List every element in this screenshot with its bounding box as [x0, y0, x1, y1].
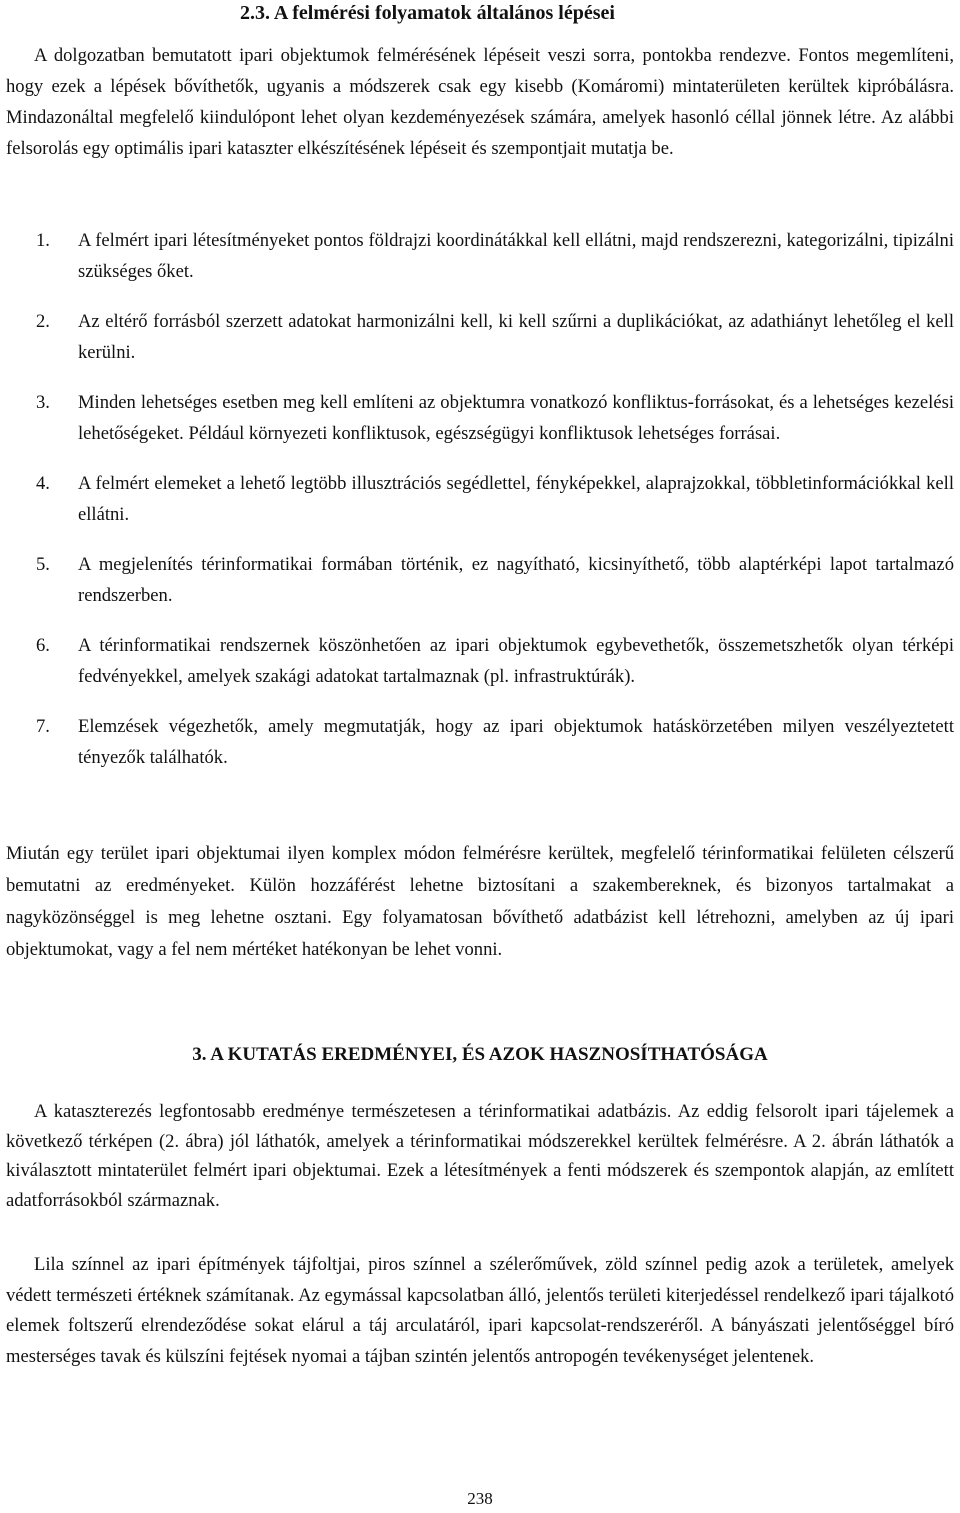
- list-item: [36, 711, 954, 773]
- steps-list: [36, 225, 954, 792]
- list-item-number: 4.: [36, 473, 50, 494]
- list-item-text: Az eltérő forrásból szerzett adatokat harmonizálni kell, ki kell szűrni a duplikációkat, az adathiányt lehetőleg el kell kerülni.: [78, 311, 954, 363]
- list-item-number: 7.: [36, 716, 50, 737]
- list-item: [36, 468, 954, 530]
- chapter-heading: 3. A KUTATÁS EREDMÉNYEI, ÉS AZOK HASZNOSÍTHATÓSÁGA: [192, 1044, 768, 1065]
- list-item-number: 5.: [36, 554, 50, 575]
- list-item: [36, 225, 954, 287]
- list-item: [36, 630, 954, 692]
- map-description-paragraph: Lila színnel az ipari építmények tájfoltjai, piros színnel a szélerőművek, zöld színnel pedig azok a területek, amelyek védett természeti értéknek számítanak. Az egymással kapcsolatban álló, jelentős területi kiterjedéssel rendelkező ipari tájalkotó elemek foltszerű elrendeződése sokat elárul a táj arculatáról, ipari kapcsolat-rendszeréről. A bányászati jelentőséggel bíró mesterséges tavak és külszíni fejtések nyomai a tájban szintén jelentős antropogén tevékenységet jelentenek.: [6, 1254, 954, 1367]
- closing-paragraph: Miután egy terület ipari objektumai ilyen komplex módon felmérésre kerültek, megfelelő térinformatikai felületen célszerű bemutatni az eredményeket. Külön hozzáférést lehetne biztosítani a szakembereknek, és bizonyos tartalmakat a nagyközönséggel is meg lehetne osztani. Egy folyamatosan bővíthető adatbázist kell létrehozni, amelyben az új ipari objektumokat, vagy a fel nem mértéket hatékonyan be lehet vonni.: [6, 843, 954, 960]
- list-item-number: 2.: [36, 311, 50, 332]
- list-item-number: 1.: [36, 230, 50, 251]
- list-item: [36, 306, 954, 368]
- section-heading: 2.3. A felmérési folyamatok általános lépései: [240, 2, 615, 24]
- list-item-text: A felmért elemeket a lehető legtöbb illusztrációs segédlettel, fényképekkel, alaprajzokkal, többletinformációkkal kell ellátni.: [78, 473, 954, 525]
- intro-paragraph: A dolgozatban bemutatott ipari objektumok felmérésének lépéseit veszi sorra, pontokba rendezve. Fontos megemlíteni, hogy ezek a lépések bővíthetők, ugyanis a módszerek csak egy kisebb (Komáromi) mintaterületen kerültek kipróbálásra. Mindazonáltal megfelelő kiindulópont lehet olyan kezdeményezések számára, amelyek hasonló céllal jönnek létre. Az alábbi felsorolás egy optimális ipari kataszter elkészítésének lépéseit és szempontjait mutatja be.: [6, 45, 954, 159]
- results-paragraph: A kataszterezés legfontosabb eredménye természetesen a térinformatikai adatbázis. Az eddig felsorolt ipari tájelemek a következő térképen (2. ábra) jól láthatók, amelyek a térinformatikai módszerekkel kerültek felmérésre. A 2. ábrán láthatók a kiválasztott mintaterület felmért ipari objektumai. Ezek a létesítmények a fenti módszerek és szempontok alapján, az említett adatforrásokból származnak.: [6, 1101, 954, 1211]
- list-item-number: 3.: [36, 392, 50, 413]
- page-number: 238: [467, 1489, 493, 1508]
- list-item: [36, 387, 954, 449]
- list-item-text: A megjelenítés térinformatikai formában történik, ez nagyítható, kicsinyíthető, több alaptérképi lapot tartalmazó rendszerben.: [78, 554, 954, 606]
- list-item: [36, 549, 954, 611]
- list-item-text: A térinformatikai rendszernek köszönhetően az ipari objektumok egybevethetők, összemetszhetők olyan térképi fedvényekkel, amelyek szakági adatokat tartalmaznak (pl. infrastruktúrák).: [78, 635, 954, 687]
- list-item-text: Elemzések végezhetők, amely megmutatják, hogy az ipari objektumok hatáskörzetében milyen veszélyeztetett tényezők találhatók.: [78, 716, 954, 768]
- list-item-number: 6.: [36, 635, 50, 656]
- list-item-text: A felmért ipari létesítményeket pontos földrajzi koordinátákkal kell ellátni, majd rendszerezni, kategorizálni, tipizálni szükséges őket.: [78, 230, 954, 282]
- list-item-text: Minden lehetséges esetben meg kell említeni az objektumra vonatkozó konfliktus-forrásokat, és a lehetséges kezelési lehetőségeket. Például környezeti konfliktusok, egészségügyi konfliktusok lehetséges forrásai.: [78, 392, 954, 444]
